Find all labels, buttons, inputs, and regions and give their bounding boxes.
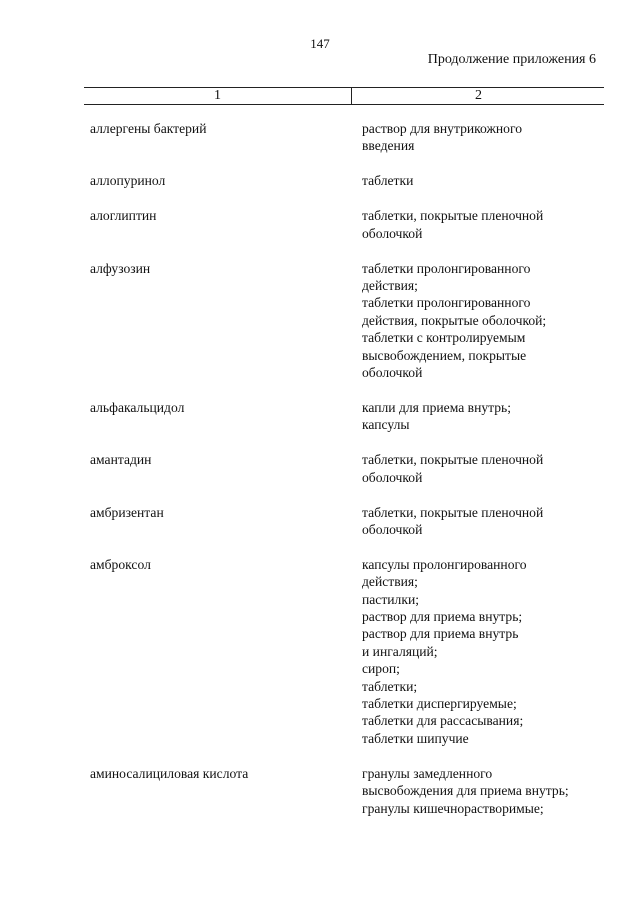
dosage-form-line: таблетки	[362, 173, 414, 189]
table-row	[0, 451, 640, 486]
table-row	[0, 556, 640, 747]
dosage-forms	[362, 120, 612, 155]
drug-table-body	[0, 120, 640, 817]
drug-name: аллергены бактерий	[90, 121, 207, 136]
dosage-form-line: и ингаляций;	[362, 643, 438, 659]
dosage-form-line: пастилки;	[362, 591, 419, 607]
drug-name: алфузозин	[90, 260, 151, 276]
dosage-form-line: введения	[362, 138, 415, 154]
dosage-form-line: таблетки пролонгированного	[362, 260, 531, 276]
appendix-continuation-note: Продолжение приложения 6	[427, 52, 596, 67]
dosage-form-line: таблетки;	[362, 678, 418, 694]
dosage-form-line: действия, покрытые оболочкой;	[362, 312, 547, 328]
dosage-forms	[362, 260, 612, 382]
dosage-form-line: сироп;	[362, 661, 400, 677]
dosage-forms	[362, 207, 612, 242]
dosage-form-line: таблетки пролонгированного	[362, 295, 531, 311]
dosage-form-line: гранулы кишечнорастворимые;	[362, 800, 544, 816]
dosage-form-line: капсулы	[362, 417, 410, 433]
dosage-forms	[362, 504, 612, 539]
drug-name: аминосалициловая кислота	[90, 765, 249, 781]
dosage-form-line: высвобождением, покрытые	[362, 347, 527, 363]
dosage-form-line: таблетки, покрытые пленочной	[362, 208, 544, 224]
drug-name: амантадин	[90, 452, 152, 468]
table-row	[0, 172, 640, 189]
table-row	[0, 207, 640, 242]
dosage-form-line: раствор для приема внутрь;	[362, 609, 523, 625]
dosage-form-line: оболочкой	[362, 521, 423, 537]
dosage-form-line: таблетки, покрытые пленочной	[362, 504, 544, 520]
dosage-form-line: оболочкой	[362, 364, 423, 380]
drug-name: амбризентан	[90, 504, 164, 520]
dosage-form-line: гранулы замедленного	[362, 765, 493, 781]
dosage-form-line: капли для приема внутрь;	[362, 399, 512, 415]
dosage-form-line: высвобождения для приема внутрь;	[362, 783, 569, 799]
drug-name: альфакальцидол	[90, 399, 185, 415]
dosage-forms	[362, 451, 612, 486]
table-header	[84, 87, 604, 105]
column-header-1: 1	[214, 88, 221, 103]
dosage-form-line: капсулы пролонгированного	[362, 556, 527, 572]
dosage-form-line: таблетки для рассасывания;	[362, 713, 524, 729]
dosage-form-line: таблетки, покрытые пленочной	[362, 452, 544, 468]
table-row	[0, 399, 640, 434]
page-number: 147	[310, 36, 330, 51]
table-row	[0, 120, 640, 155]
table-row	[0, 765, 640, 817]
dosage-form-line: раствор для приема внутрь	[362, 626, 519, 642]
dosage-forms	[362, 399, 612, 434]
dosage-forms	[362, 765, 612, 817]
drug-name: алоглиптин	[90, 208, 157, 224]
dosage-form-line: раствор для внутрикожного	[362, 121, 523, 136]
dosage-form-line: оболочкой	[362, 225, 423, 241]
drug-name: амброксол	[90, 556, 151, 572]
dosage-form-line: действия;	[362, 574, 418, 590]
dosage-forms	[362, 172, 612, 189]
dosage-form-line: оболочкой	[362, 469, 423, 485]
dosage-form-line: таблетки диспергируемые;	[362, 696, 517, 712]
dosage-form-line: таблетки с контролируемым	[362, 330, 526, 346]
drug-name: аллопуринол	[90, 173, 166, 189]
table-row	[0, 504, 640, 539]
dosage-form-line: действия;	[362, 277, 418, 293]
dosage-forms	[362, 556, 612, 747]
dosage-form-line: таблетки шипучие	[362, 730, 469, 746]
table-row	[0, 260, 640, 382]
column-header-2: 2	[351, 88, 605, 104]
